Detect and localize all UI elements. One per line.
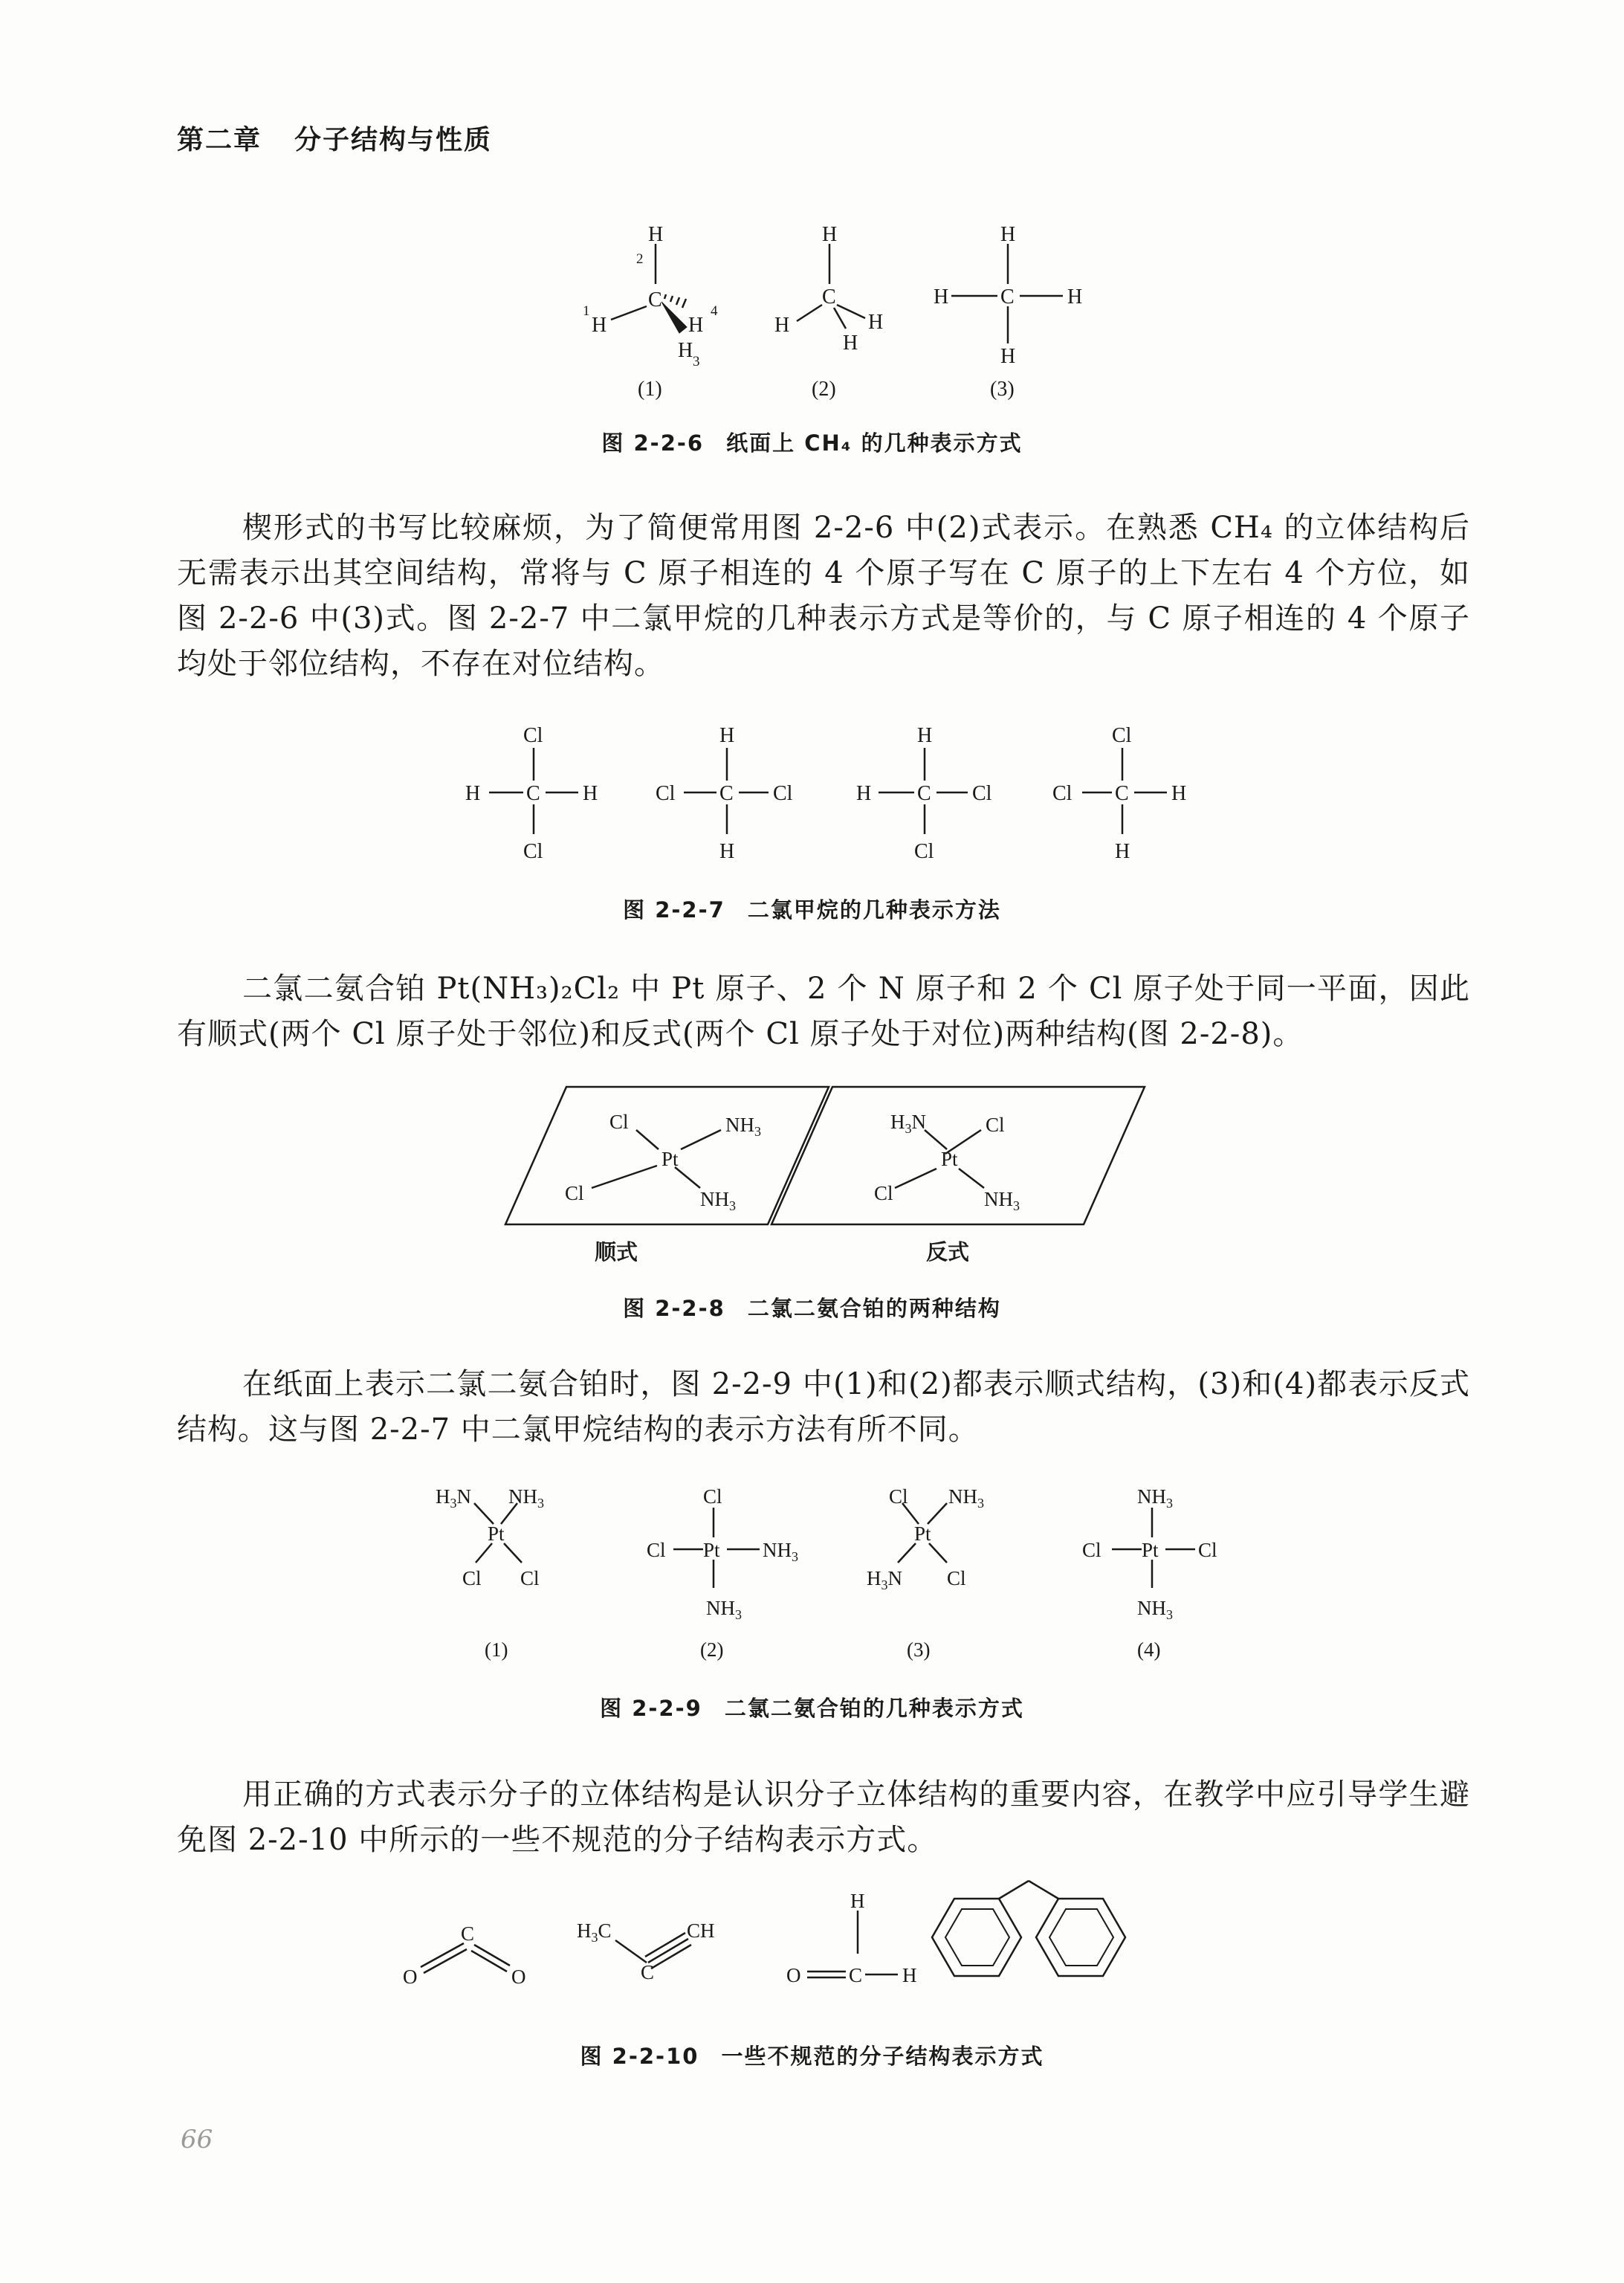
svg-text:C: C bbox=[641, 1961, 655, 1983]
svg-text:H: H bbox=[850, 1890, 865, 1912]
svg-text:C: C bbox=[849, 1964, 863, 1986]
caption-2-2-10 bbox=[0, 2040, 1624, 2070]
paragraph-3 bbox=[177, 1362, 1470, 1453]
caption-text: 二氯二氨合铂的几种表示方式 bbox=[724, 1696, 1024, 1721]
svg-text:NH3: $NH_3$ bbox=[725, 1114, 761, 1139]
svg-text:CH: CH bbox=[687, 1919, 715, 1942]
svg-text:Cl: Cl bbox=[1198, 1539, 1217, 1561]
svg-text:C: C bbox=[1000, 285, 1015, 309]
svg-text:Cl: Cl bbox=[656, 782, 676, 805]
svg-text:H: H bbox=[648, 223, 664, 246]
caption-2-2-7 bbox=[0, 894, 1624, 924]
svg-text:NH3: $NH_3$ bbox=[508, 1485, 544, 1511]
svg-text:Cl: Cl bbox=[647, 1539, 666, 1561]
svg-text:NH3: $NH_3$ bbox=[984, 1188, 1020, 1213]
fig-2-2-9-label-2: (2) bbox=[700, 1638, 724, 1661]
caption-text: 纸面上 CH₄ 的几种表示方式 bbox=[726, 430, 1023, 456]
svg-text:H: H bbox=[719, 724, 735, 747]
svg-text:H: H bbox=[774, 314, 790, 337]
svg-text:C: C bbox=[822, 285, 836, 309]
svg-text:C: C bbox=[719, 782, 734, 805]
fig-2-2-6-label-1: (1) bbox=[638, 378, 662, 401]
svg-text:C: C bbox=[526, 782, 540, 805]
svg-text:4: 4 bbox=[711, 303, 718, 319]
svg-text:H: H bbox=[1000, 345, 1016, 368]
svg-text:Cl: Cl bbox=[520, 1567, 540, 1589]
caption-text: 一些不规范的分子结构表示方式 bbox=[721, 2044, 1044, 2069]
svg-text:Pt: Pt bbox=[488, 1522, 505, 1545]
svg-text:H: H bbox=[1115, 840, 1130, 863]
svg-text:H3N: $H_3N$ bbox=[867, 1567, 902, 1592]
figure-2-2-9 bbox=[431, 1481, 1234, 1674]
caption-number: 图 2-2-7 bbox=[623, 897, 725, 923]
svg-text:Cl: Cl bbox=[609, 1111, 629, 1133]
svg-text:H: H bbox=[822, 223, 838, 246]
svg-text:Pt: Pt bbox=[1142, 1539, 1159, 1561]
cis-label: 顺式 bbox=[595, 1239, 638, 1265]
svg-text:C: C bbox=[917, 782, 931, 805]
svg-text:Cl: Cl bbox=[874, 1182, 893, 1204]
svg-text:H: H bbox=[1000, 223, 1016, 246]
svg-text:Cl: Cl bbox=[773, 782, 793, 805]
page-number: 66 bbox=[181, 2125, 213, 2154]
svg-text:C: C bbox=[648, 288, 662, 311]
svg-text:H: H bbox=[902, 1964, 917, 1986]
paragraph-text: 在纸面上表示二氯二氨合铂时，图 2-2-9 中(1)和(2)都表示顺式结构，(3)和(4)都表示反式结构。这与图 2-2-7 中二氯甲烷结构的表示方法有所不同。 bbox=[177, 1367, 1470, 1447]
svg-text:NH3: $NH_3$ bbox=[763, 1539, 798, 1564]
svg-text:Cl: Cl bbox=[914, 840, 934, 863]
svg-text:H: H bbox=[465, 782, 481, 805]
running-header bbox=[177, 119, 492, 157]
figure-2-2-10 bbox=[401, 1888, 1249, 2022]
paragraph-text: 用正确的方式表示分子的立体结构是认识分子立体结构的重要内容，在教学中应引导学生避免图 2-2-10 中所示的一些不规范的分子结构表示方式。 bbox=[177, 1777, 1470, 1857]
fig-2-2-9-label-4: (4) bbox=[1137, 1638, 1161, 1661]
svg-text:2: 2 bbox=[636, 251, 644, 267]
svg-text:C: C bbox=[1115, 782, 1129, 805]
svg-text:NH3: $NH_3$ bbox=[1137, 1597, 1173, 1622]
fig-2-2-6-label-3: (3) bbox=[990, 378, 1015, 401]
paragraph-text: 二氯二氨合铂 Pt(NH₃)₂Cl₂ 中 Pt 原子、2 个 N 原子和 2 个 Cl 原子处于同一平面，因此有顺式(两个 Cl 原子处于邻位)和反式(两个 Cl 原子处于对位)两种结构(图 2-2-8)。 bbox=[177, 972, 1470, 1051]
svg-text:NH3: $NH_3$ bbox=[948, 1485, 984, 1511]
svg-text:Cl: Cl bbox=[1082, 1539, 1101, 1561]
svg-text:H: H bbox=[1067, 285, 1083, 309]
caption-number: 图 2-2-10 bbox=[580, 2044, 699, 2069]
figure-2-2-8 bbox=[505, 1087, 1159, 1273]
caption-text: 二氯二氨合铂的两种结构 bbox=[747, 1296, 1001, 1321]
svg-text:Cl: Cl bbox=[947, 1567, 966, 1589]
svg-text:Pt: Pt bbox=[914, 1522, 931, 1545]
svg-text:H3C: $H_3C$ bbox=[577, 1919, 612, 1945]
chapter-title: 分子结构与性质 bbox=[294, 125, 493, 155]
svg-text:Pt: Pt bbox=[661, 1148, 679, 1170]
svg-text:H: H bbox=[934, 285, 949, 309]
trans-label: 反式 bbox=[926, 1239, 970, 1265]
svg-text:NH3: $NH_3$ bbox=[1137, 1485, 1173, 1511]
svg-text:Pt: Pt bbox=[941, 1148, 958, 1170]
caption-2-2-8 bbox=[0, 1292, 1624, 1323]
svg-text:Cl: Cl bbox=[889, 1485, 908, 1508]
svg-text:Cl: Cl bbox=[703, 1485, 722, 1508]
caption-number: 图 2-2-8 bbox=[623, 1296, 725, 1321]
svg-text:H: H bbox=[719, 840, 735, 863]
chapter-number: 第二章 bbox=[177, 125, 262, 155]
svg-text:H: H bbox=[917, 724, 933, 747]
caption-text: 二氯甲烷的几种表示方法 bbox=[747, 897, 1001, 923]
svg-text:C: C bbox=[461, 1922, 475, 1945]
svg-text:Cl: Cl bbox=[1112, 724, 1132, 747]
svg-text:H: H bbox=[868, 311, 884, 334]
svg-text:NH3: $NH_3$ bbox=[700, 1188, 736, 1213]
paragraph-4 bbox=[177, 1772, 1470, 1863]
paragraph-1 bbox=[177, 506, 1470, 687]
svg-text:H: H bbox=[1171, 782, 1187, 805]
svg-text:Cl: Cl bbox=[462, 1567, 482, 1589]
figure-2-2-7 bbox=[461, 720, 1204, 868]
svg-text:H: H bbox=[583, 782, 598, 805]
svg-text:H: H bbox=[856, 782, 872, 805]
svg-text:O: O bbox=[511, 1966, 526, 1988]
svg-text:H: H bbox=[688, 314, 704, 337]
svg-text:H: H bbox=[678, 339, 693, 362]
svg-text:O: O bbox=[786, 1964, 801, 1986]
caption-number: 图 2-2-6 bbox=[601, 430, 705, 456]
caption-2-2-6 bbox=[0, 427, 1624, 457]
fig-2-2-9-label-1: (1) bbox=[485, 1638, 508, 1661]
svg-text:3: 3 bbox=[693, 354, 700, 369]
svg-text:H: H bbox=[843, 332, 858, 355]
svg-text:O: O bbox=[403, 1966, 418, 1988]
paragraph-2 bbox=[177, 966, 1470, 1057]
svg-text:Cl: Cl bbox=[1052, 782, 1073, 805]
caption-number: 图 2-2-9 bbox=[600, 1696, 702, 1721]
svg-text:Cl: Cl bbox=[972, 782, 992, 805]
svg-text:Cl: Cl bbox=[565, 1182, 584, 1204]
svg-text:Cl: Cl bbox=[523, 840, 543, 863]
svg-text:H: H bbox=[592, 314, 607, 337]
svg-text:1: 1 bbox=[583, 303, 590, 319]
svg-text:Cl: Cl bbox=[986, 1114, 1005, 1136]
paragraph-text: 楔形式的书写比较麻烦，为了简便常用图 2-2-6 中(2)式表示。在熟悉 CH₄ 的立体结构后无需表示出其空间结构，常将与 C 原子相连的 4 个原子写在 C 原子的上下左右 4 个方位，如图 2-2-6 中(3)式。图 2-2-7 中二氯甲烷的几种表示方式是等价的，与 C 原子相连的 4 个原子均处于邻位结构，不存在对位结构。 bbox=[177, 511, 1470, 681]
fig-2-2-6-label-2: (2) bbox=[812, 378, 836, 401]
svg-text:Cl: Cl bbox=[523, 724, 543, 747]
svg-text:H3N: $H_3N$ bbox=[890, 1111, 926, 1136]
caption-2-2-9 bbox=[0, 1692, 1624, 1722]
svg-text:H3N: $H_3N$ bbox=[436, 1485, 471, 1511]
svg-text:NH3: $NH_3$ bbox=[706, 1597, 742, 1622]
svg-text:Pt: Pt bbox=[703, 1539, 720, 1561]
fig-2-2-9-label-3: (3) bbox=[907, 1638, 931, 1661]
figure-2-2-6 bbox=[565, 216, 1085, 409]
